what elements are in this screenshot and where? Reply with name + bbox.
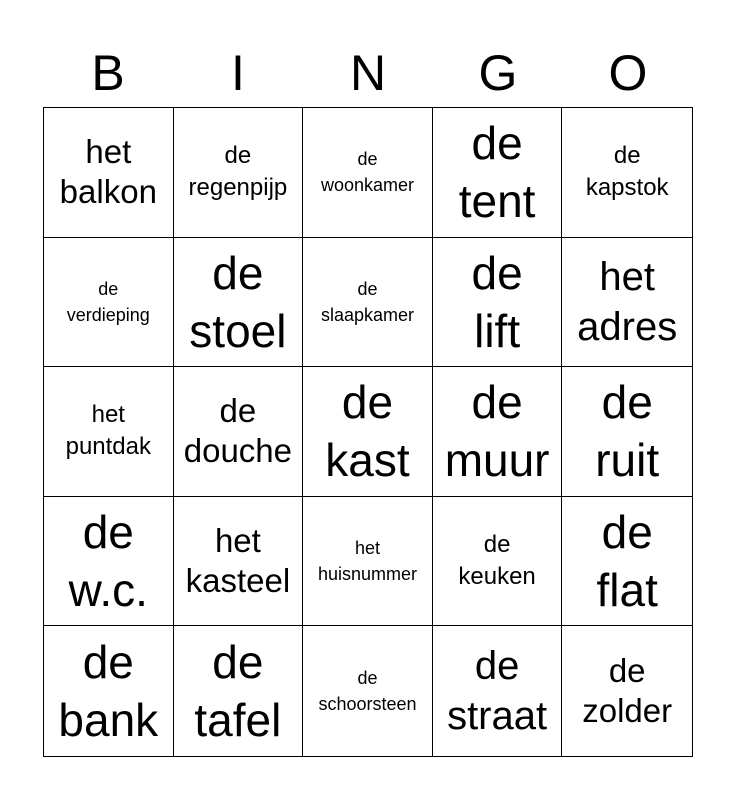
bingo-cell[interactable] xyxy=(562,108,692,238)
bingo-cell[interactable] xyxy=(44,497,174,627)
bingo-cell[interactable] xyxy=(174,367,304,497)
cell-text: de tafel xyxy=(194,636,282,747)
bingo-cell[interactable] xyxy=(562,626,692,756)
bingo-card-grid xyxy=(43,107,693,757)
bingo-header xyxy=(43,42,693,104)
cell-text: het kasteel xyxy=(185,522,291,600)
bingo-cell[interactable] xyxy=(44,238,174,368)
bingo-cell[interactable] xyxy=(303,367,433,497)
cell-text: de douche xyxy=(183,392,293,470)
cell-text: het adres xyxy=(577,254,678,349)
cell-text: de w.c. xyxy=(68,506,148,617)
cell-text: de tent xyxy=(458,117,536,228)
cell-text: de bank xyxy=(58,636,159,747)
cell-text: de stoel xyxy=(189,246,287,357)
bingo-cell[interactable] xyxy=(174,626,304,756)
cell-text: de verdieping xyxy=(66,278,150,325)
bingo-cell[interactable] xyxy=(174,497,304,627)
bingo-cell[interactable] xyxy=(303,238,433,368)
cell-text: de keuken xyxy=(458,531,536,591)
cell-text: de regenpijp xyxy=(188,142,288,202)
bingo-cell[interactable] xyxy=(303,108,433,238)
bingo-cell[interactable] xyxy=(303,626,433,756)
cell-text: de flat xyxy=(596,506,658,617)
bingo-cell[interactable] xyxy=(303,497,433,627)
bingo-cell[interactable] xyxy=(174,108,304,238)
bingo-cell[interactable] xyxy=(44,367,174,497)
cell-text: de kast xyxy=(325,376,410,487)
cell-text: de kapstok xyxy=(585,142,669,202)
header-letter-n: N xyxy=(349,45,387,101)
cell-text: de straat xyxy=(447,644,548,739)
bingo-cell[interactable] xyxy=(562,497,692,627)
header-letter-o: O xyxy=(608,45,648,101)
cell-text: de zolder xyxy=(582,652,673,730)
bingo-cell[interactable] xyxy=(433,497,563,627)
bingo-cell[interactable] xyxy=(44,626,174,756)
cell-text: het puntdak xyxy=(65,401,151,461)
cell-text: de lift xyxy=(471,246,523,357)
bingo-cell[interactable] xyxy=(174,238,304,368)
bingo-cell[interactable] xyxy=(433,238,563,368)
bingo-cell[interactable] xyxy=(433,108,563,238)
cell-text: de muur xyxy=(444,376,550,487)
cell-text: de schoorsteen xyxy=(318,668,417,715)
bingo-cell[interactable] xyxy=(562,367,692,497)
header-letter-b: B xyxy=(91,45,125,101)
cell-text: de ruit xyxy=(595,376,660,487)
header-letter-g: G xyxy=(478,45,518,101)
cell-text: het balkon xyxy=(59,133,157,211)
cell-text: de woonkamer xyxy=(320,149,415,196)
header-letter-i: I xyxy=(231,45,245,101)
cell-text: het huisnummer xyxy=(317,538,418,585)
bingo-cell[interactable] xyxy=(562,238,692,368)
cell-text: de slaapkamer xyxy=(320,278,415,325)
bingo-cell[interactable] xyxy=(44,108,174,238)
bingo-cell[interactable] xyxy=(433,626,563,756)
bingo-cell[interactable] xyxy=(433,367,563,497)
